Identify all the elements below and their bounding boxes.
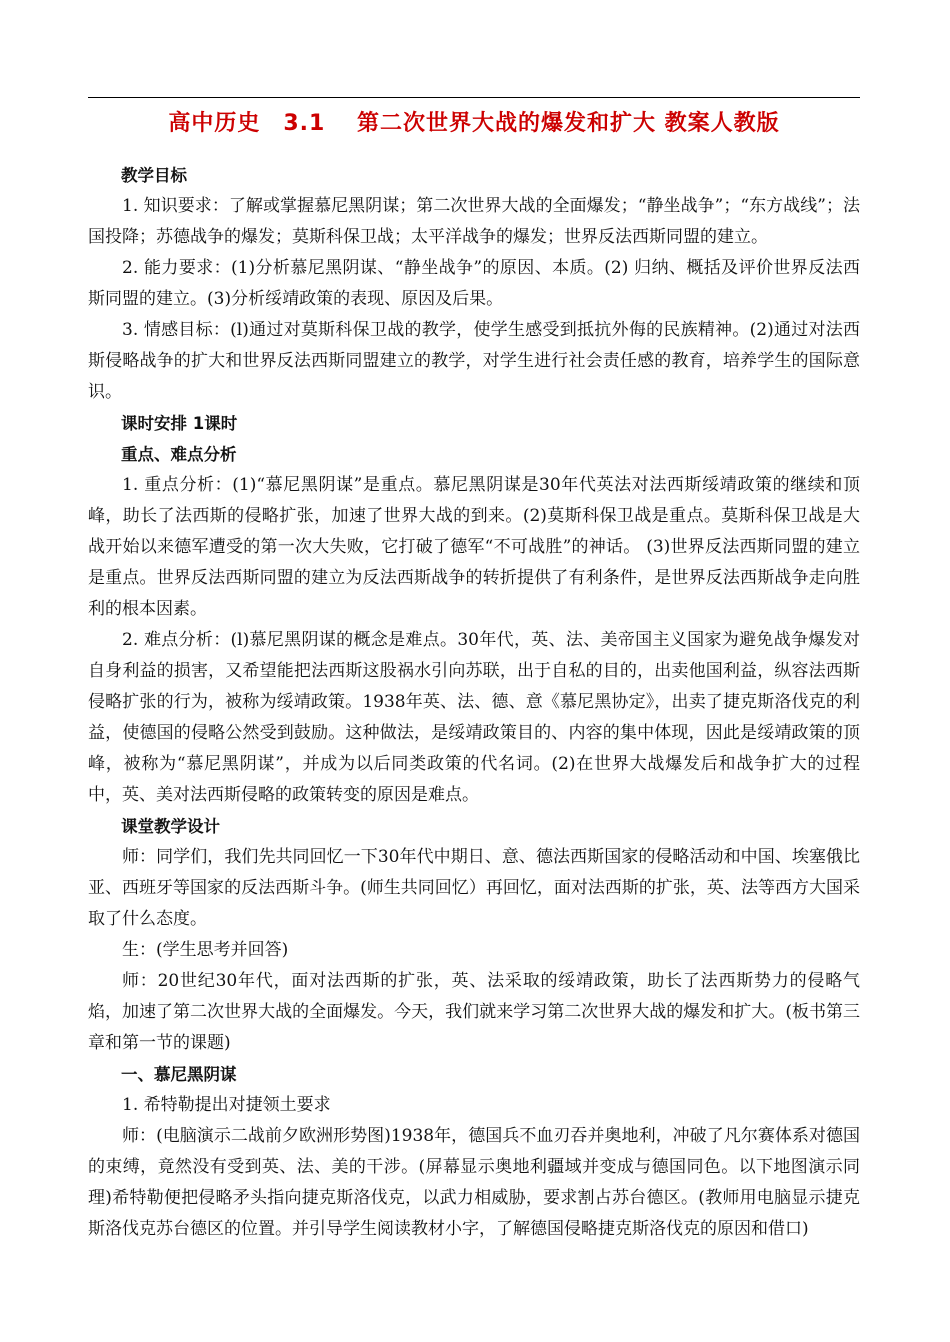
section-heading: 课时安排 1课时 xyxy=(121,414,238,433)
paragraph: 1. 希特勒提出对捷领土要求 xyxy=(122,1095,331,1115)
document-title: 高中历史 3.1 第二次世界大战的爆发和扩大 教案人教版 xyxy=(168,111,780,136)
paragraph: 1. 重点分析：(1)“慕尼黑阴谋”是重点。慕尼黑阴谋是30年代英法对法西斯绥靖政策的继续和顶峰，助长了法西斯的侵略扩张，加速了世界大战的到来。(2)莫斯科保卫战是重点。莫斯科保卫战是大战开始以来德军遭受的第一次大失败，它打破了德军“不可战胜”的神话。 (3)世界反法西斯同盟的建立是重点。世界反法西斯同盟的建立为反法西斯战争的转折提供了有利条件，是世界反法西斯战争走向胜利的根本因素。 xyxy=(88,475,860,619)
paragraph: 2. 难点分析：(l)慕尼黑阴谋的概念是难点。30年代，英、法、美帝国主义国家为避免战争爆发对自身利益的损害，又希望能把法西斯这股祸水引向苏联，出于自私的目的，出卖他国利益，纵容法西斯侵略扩张的行为，被称为绥靖政策。1938年英、法、德、意《慕尼黑协定》，出卖了捷克斯洛伐克的利益，使德国的侵略公然受到鼓励。这种做法，是绥靖政策目的、内容的集中体现，因此是绥靖政策的顶峰，被称为“慕尼黑阴谋”，并成为以后同类政策的代名词。(2)在世界大战爆发后和战争扩大的过程中，英、美对法西斯侵略的政策转变的原因是难点。 xyxy=(88,630,860,805)
paragraph: 师：20世纪30年代，面对法西斯的扩张，英、法采取的绥靖政策，助长了法西斯势力的侵略气焰，加速了第二次世界大战的全面爆发。今天，我们就来学习第二次世界大战的爆发和扩大。(板书第三章和第一节的课题) xyxy=(88,971,860,1053)
paragraph: 师：同学们，我们先共同回忆一下30年代中期日、意、德法西斯国家的侵略活动和中国、埃塞俄比亚、西班牙等国家的反法西斯斗争。(师生共同回忆）再回忆，面对法西斯的扩张，英、法等西方大国采取了什么态度。 xyxy=(88,847,860,929)
paragraph: 师：(电脑演示二战前夕欧洲形势图)1938年，德国兵不血刃吞并奥地利，冲破了凡尔赛体系对德国的束缚，竟然没有受到英、法、美的干涉。(屏幕显示奥地利疆域并变成与德国同色。以下地图演示同理)希特勒便把侵略矛头指向捷克斯洛伐克，以武力相威胁，要求割占苏台德区。(教师用电脑显示捷克斯洛伐克苏台德区的位置。并引导学生阅读教材小字，了解德国侵略捷克斯洛伐克的原因和借口) xyxy=(88,1126,860,1239)
section-heading: 课堂教学设计 xyxy=(121,817,220,836)
paragraph: 生：(学生思考并回答) xyxy=(122,940,289,960)
section-heading: 一、慕尼黑阴谋 xyxy=(121,1065,237,1084)
top-rule xyxy=(88,97,860,98)
paragraph: 1. 知识要求：了解或掌握慕尼黑阴谋；第二次世界大战的全面爆发；“静坐战争”；“东方战线”；法国投降；苏德战争的爆发；莫斯科保卫战；太平洋战争的爆发；世界反法西斯同盟的建立。 xyxy=(88,196,860,247)
paragraph: 2. 能力要求：(1)分析慕尼黑阴谋、“静坐战争”的原因、本质。(2) 归纳、概括及评价世界反法西斯同盟的建立。(3)分析绥靖政策的表现、原因及后果。 xyxy=(88,258,860,309)
section-heading: 教学目标 xyxy=(121,166,187,185)
document-body xyxy=(88,160,860,1245)
paragraph: 3. 情感目标：(l)通过对莫斯科保卫战的教学，使学生感受到抵抗外侮的民族精神。(2)通过对法西斯侵略战争的扩大和世界反法西斯同盟建立的教学，对学生进行社会责任感的教育，培养学生的国际意识。 xyxy=(88,320,860,402)
section-heading: 重点、难点分析 xyxy=(121,445,237,464)
